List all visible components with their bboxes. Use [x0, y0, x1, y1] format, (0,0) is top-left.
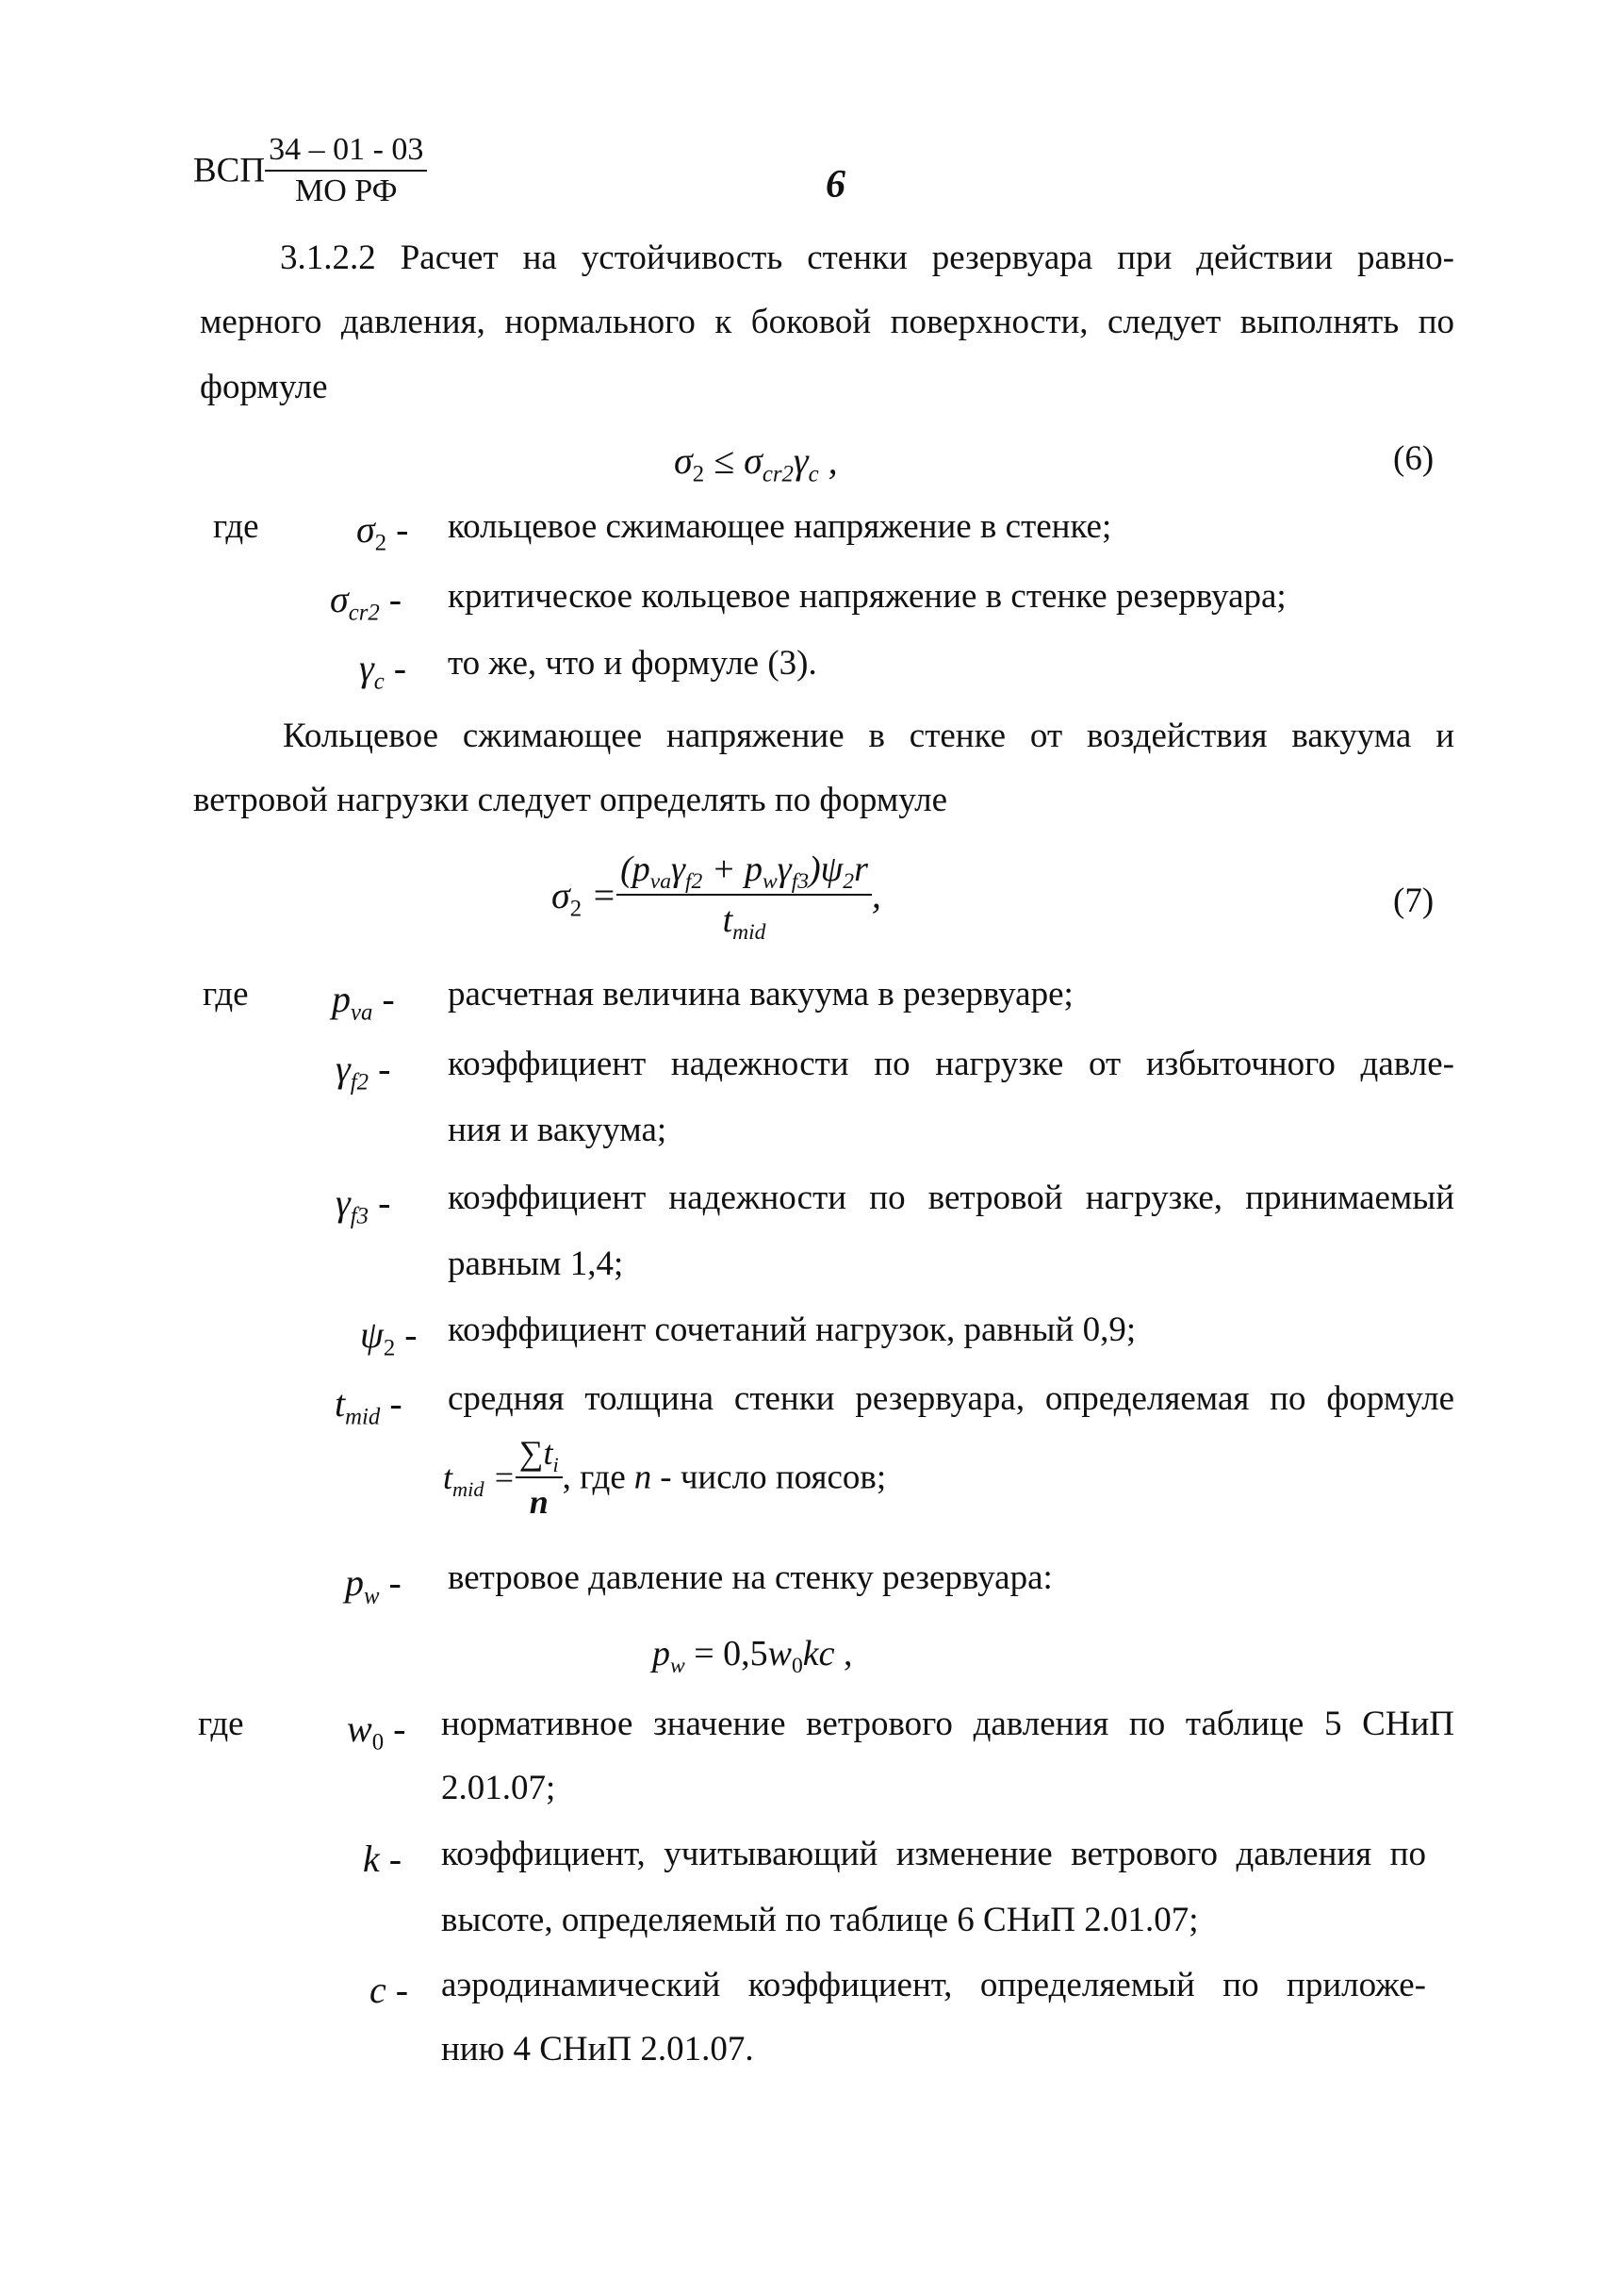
document-code — [193, 134, 427, 207]
def-c-line-2: нию 4 СНиП 2.01.07. — [441, 2030, 754, 2068]
formula-tmid-n: n — [633, 1458, 652, 1497]
def-w0-line-2: 2.01.07; — [441, 1769, 556, 1807]
where-label-3: где — [198, 1705, 244, 1743]
symbol-gamma-f2: $\gamma_{f2}$ - — [336, 1047, 391, 1096]
formula-6-number: (6) — [1393, 439, 1435, 478]
def-k-line-2: высоте, определяемый по таблице 6 СНиП 2.01.07; — [441, 1901, 1199, 1939]
def-psi2: коэффициент сочетаний нагрузок, равный 0,9; — [448, 1310, 1137, 1349]
section-line-1: 3.1.2.2 Расчет на устойчивость стенки резервуара при действии равно- — [280, 239, 1454, 277]
def-gamma-c: то же, что и формуле (3). — [448, 644, 817, 683]
section-line-2: мерного давления, нормального к боковой поверхности, следует выполнять по — [200, 303, 1454, 341]
symbol-tmid: $t_{mid}$ - — [335, 1382, 402, 1430]
symbol-sigma2: $\sigma_2$ - — [356, 508, 409, 556]
formula-6: $\sigma_2 \le \sigma_{cr2}\gamma_c$ , — [674, 439, 838, 487]
formula-pw: $p_w = 0,5w_0kc$ , — [652, 1634, 853, 1679]
section-line-3: формуле — [200, 368, 328, 406]
paragraph-2-line-2: ветровой нагрузки следует определять по формуле — [193, 781, 948, 819]
def-gamma-f3-line-1: коэффициент надежности по ветровой нагрузке, принимаемый — [448, 1178, 1454, 1217]
formula-pw-mid: = 0,5 — [694, 1634, 768, 1673]
formula-7-number: (7) — [1393, 882, 1435, 920]
def-pw: ветровое давление на стенку резервуара: — [448, 1558, 1053, 1597]
symbol-pva: $p_{va}$ - — [332, 978, 395, 1026]
symbol-psi2: $\psi_2$ - — [360, 1313, 418, 1361]
def-gamma-f2-line-1: коэффициент надежности по нагрузке от избыточного давле- — [448, 1045, 1454, 1083]
def-c-line-1: аэродинамический коэффициент, определяемый по приложе- — [441, 1966, 1426, 2004]
formula-tmid-tail: , где — [562, 1458, 626, 1497]
code-prefix: ВСП — [193, 151, 266, 190]
symbol-gamma-c: $\gamma_c$ - — [359, 647, 407, 695]
def-k-line-1: коэффициент, учитывающий изменение ветрового давления по — [441, 1835, 1426, 1873]
symbol-pw: $p_w$ - — [345, 1561, 402, 1609]
paragraph-2-line-1: Кольцевое сжимающее напряжение в стенке от воздействия вакуума и — [283, 717, 1454, 755]
page-number: 6 — [826, 163, 845, 206]
code-denominator: МО РФ — [295, 173, 398, 208]
def-gamma-f3-line-2: равным 1,4; — [448, 1244, 624, 1283]
def-gamma-f2-line-2: ния и вакуума; — [448, 1111, 667, 1149]
symbol-w0: $w_0$ - — [347, 1707, 406, 1755]
symbol-c: c - — [369, 1969, 409, 2011]
code-fraction — [265, 134, 427, 207]
def-tmid: средняя толщина стенки резервуара, определяемая по формуле — [448, 1379, 1454, 1418]
def-sigma2: кольцевое сжимающее напряжение в стенке; — [448, 507, 1112, 546]
symbol-sigma-cr2: $\sigma_{cr2}$ - — [330, 578, 402, 626]
formula-7: $\sigma_2$ = $\frac{(p_{va}\gamma_{f2} + p_w\gamma_{f3})\psi_2r}{t_{mid}}$ , — [551, 849, 881, 946]
where-label-2: где — [203, 975, 249, 1014]
formula-tmid-rest: - число поясов; — [660, 1458, 887, 1497]
def-sigma-cr2: критическое кольцевое напряжение в стенке резервуара; — [448, 577, 1287, 616]
symbol-gamma-f3: $\gamma_{f3}$ - — [336, 1181, 391, 1229]
code-numerator: 34 – 01 - 03 — [265, 134, 427, 172]
where-label-1: где — [213, 507, 259, 546]
symbol-k: k - — [363, 1838, 402, 1880]
def-w0-line-1: нормативное значение ветрового давления по таблице 5 СНиП — [441, 1705, 1454, 1743]
def-pva: расчетная величина вакуума в резервуаре; — [448, 975, 1074, 1014]
formula-tmid: $t_{mid}$ = $\frac{\sum t_i}{n}$ , где n - число поясов; — [443, 1434, 887, 1521]
